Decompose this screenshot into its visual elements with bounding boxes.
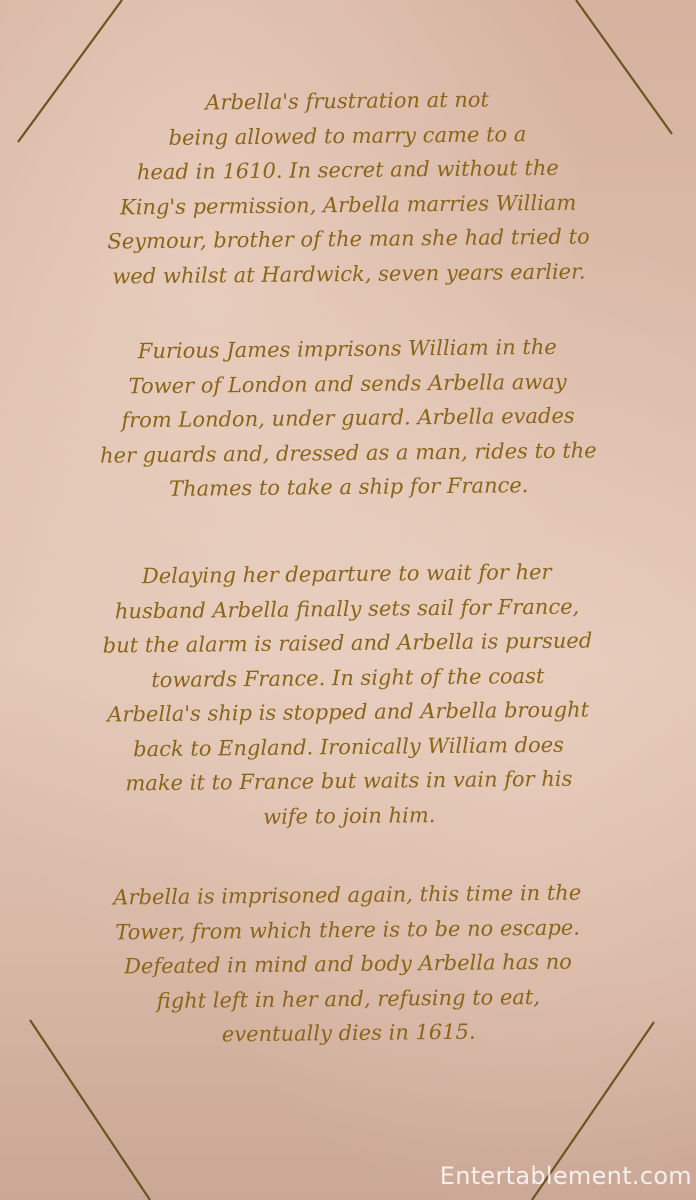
paragraph-escape <box>39 554 658 836</box>
text-line: King's permission, Arbella marries William <box>119 190 577 219</box>
text-line: fight left in her and, refusing to eat, <box>156 984 541 1013</box>
text-line: make it to France but waits in vain for his <box>125 766 573 796</box>
text-line: wed whilst at Hardwick, seven years earlier. <box>112 259 586 288</box>
text-line: Arbella's frustration at not <box>205 87 490 115</box>
text-line: Arbella is imprisoned again, this time in the <box>113 880 582 910</box>
text-line: Arbella's ship is stopped and Arbella brought <box>107 697 590 727</box>
text-line: her guards and, dressed as a man, rides to the <box>99 437 597 468</box>
text-line: Tower, from which there is to be no escape. <box>115 915 581 944</box>
paragraph-death <box>39 875 657 1054</box>
text-line: but the alarm is raised and Arbella is pursued <box>102 628 593 658</box>
text-line: back to England. Ironically William does <box>133 732 564 761</box>
text-line: being allowed to marry came to a <box>168 121 527 150</box>
text-line: Seymour, brother of the man she had tried to <box>107 224 590 254</box>
text-line: husband Arbella finally sets sail for France, <box>114 594 580 623</box>
paragraph-imprisonment <box>39 329 657 508</box>
text-line: Tower of London and sends Arbella away <box>128 369 567 398</box>
text-line: wife to join him. <box>263 802 436 829</box>
text-line: Furious James imprisons William in the <box>137 334 557 364</box>
paragraph-marriage <box>39 81 657 294</box>
text-line: Thames to take a ship for France. <box>168 473 529 501</box>
text-line: Defeated in mind and body Arbella has no <box>123 949 572 979</box>
text-line: from London, under guard. Arbella evades <box>121 403 575 433</box>
text-line: Delaying her departure to wait for her <box>141 559 552 589</box>
text-line: eventually dies in 1615. <box>221 1019 476 1047</box>
watermark-text: Entertablement.com <box>439 1162 692 1190</box>
text-line: head in 1610. In secret and without the <box>136 155 559 185</box>
text-line: towards France. In sight of the coast <box>151 663 545 692</box>
